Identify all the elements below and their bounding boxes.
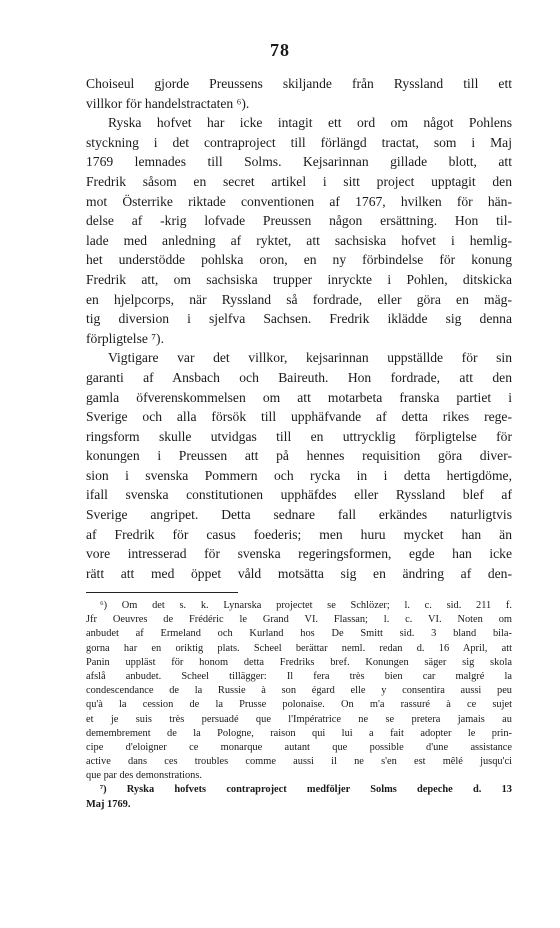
text-line: mot Österrike riktade conventionen af 1767, hvilken för hän- xyxy=(86,193,512,209)
text-line: Sverige angripet. Detta sednare fall erkändes naturligtvis xyxy=(86,507,512,523)
page-number: 78 xyxy=(270,40,290,60)
text-line: Ryska hofvet har icke intagit ett ord om något Pohlens xyxy=(108,115,512,131)
text-line: konungen i Preussen att på hennes requisition göra diver- xyxy=(86,448,512,464)
text-line: Fredrik att, om sachsiska trupper inryckte i Pohlen, ditskicka xyxy=(86,271,512,287)
footnote-line: condescendance de la Russie à son égard elle y consentira aussi peu xyxy=(86,685,512,697)
text-line: Vigtigare var det villkor, kejsarinnan uppställde för sin xyxy=(108,350,512,366)
footnote-line: ⁷) Ryska hofvets contraproject medföljer Solms depeche d. 13 xyxy=(100,784,512,796)
footnote-line: active dans ces troubles comme aussi il ne s'en est mêlé jusqu'ci xyxy=(86,756,512,768)
text-line: vore intresserad för svenska regeringsformen, egde han icke xyxy=(86,546,512,562)
text-line: villkor för handelstractaten ⁶). xyxy=(86,95,250,111)
text-line: en hjelpcorps, när Ryssland så fordrade, eller göra en mäg- xyxy=(86,291,512,307)
text-line: Fredrik såsom en secret artikel i sitt project upptagit den xyxy=(86,173,512,189)
text-line: tig diversion i sjelfva Sachsen. Fredrik iklädde sig denna xyxy=(86,311,512,327)
text-line: delse af -krig lofvade Preussen någon ersättning. Hon til- xyxy=(86,213,512,229)
footnote-line: demembrement de la Pologne, raison qui lui a fait adopter le prin- xyxy=(86,727,512,739)
footnotes xyxy=(86,599,512,812)
text-line: ringsform skulle utvidgas till en uttrycklig förpligtelse för xyxy=(86,428,512,444)
footnote-separator xyxy=(86,592,238,593)
footnote-line: et je suis très persuadé que l'Impératrice ne se pretera jamais au xyxy=(86,713,512,725)
footnote-line: Jfr Oeuvres de Frédéric le Grand VI. Flassan; l. c. VI. Noten om xyxy=(86,614,512,626)
footnote-line: Panin uppläst för honom detta Fredriks bref. Konungen säger sig skola xyxy=(86,656,512,668)
text-line: förpligtelse ⁷). xyxy=(86,330,164,346)
text-line: gamla öfverenskommelsen om att motarbeta franska partiet i xyxy=(86,389,512,405)
text-line: af Fredrik för casus foederis; men huru mycket han än xyxy=(86,526,512,542)
text-line: Sverige och alla försök till upphäfvande af detta rikes rege- xyxy=(86,409,512,425)
footnote-line: gorna har en oriktig plats. Scheel berättar neml. redan d. 16 April, att xyxy=(86,642,512,654)
main-text xyxy=(86,74,512,583)
footnote-line: qu'à la cession de la Prusse polonaise. On m'a rassuré à ce sujet xyxy=(86,699,512,711)
footnote-line: cipe d'eloigner ce monarque autant que possible d'une assistance xyxy=(86,741,512,753)
text-line: garanti af Ansbach och Baireuth. Hon fordrade, att den xyxy=(86,369,512,385)
text-line: Choiseul gjorde Preussens skiljande från Ryssland till ett xyxy=(86,76,512,91)
text-line: 1769 lemnades till Solms. Kejsarinnan gillade blott, att xyxy=(86,154,512,170)
footnote-line: ⁶) Om det s. k. Lynarska projectet se Schlözer; l. c. sid. 211 f. xyxy=(100,600,512,611)
footnote-line: anbudet af Ermeland och Kurland hos De Smitt sid. 3 bland bila- xyxy=(86,628,512,640)
footnote-line: que par des demonstrations. xyxy=(86,770,203,782)
text-line: sion i svenska Pommern och rycka in i detta hertigdöme, xyxy=(86,467,512,483)
footnote-line: afslå anbudet. Scheel tillägger: Il fera très bien car malgré la xyxy=(86,670,512,682)
text-line: styckning i det contraproject till förlängd tractat, som i Maj xyxy=(86,134,512,150)
text-line: lade med anledning af ryktet, att sachsiska hofvet i hemlig- xyxy=(86,232,512,248)
text-line: ifall svenska constitutionen upphäfdes eller Ryssland blef af xyxy=(86,487,512,503)
text-line: het understödde pohlska oron, en ny förbindelse för konung xyxy=(86,252,512,268)
footnote-line: Maj 1769. xyxy=(86,798,131,810)
text-line: rätt att med öppet våld motsätta sig en ändring af den- xyxy=(86,565,512,581)
